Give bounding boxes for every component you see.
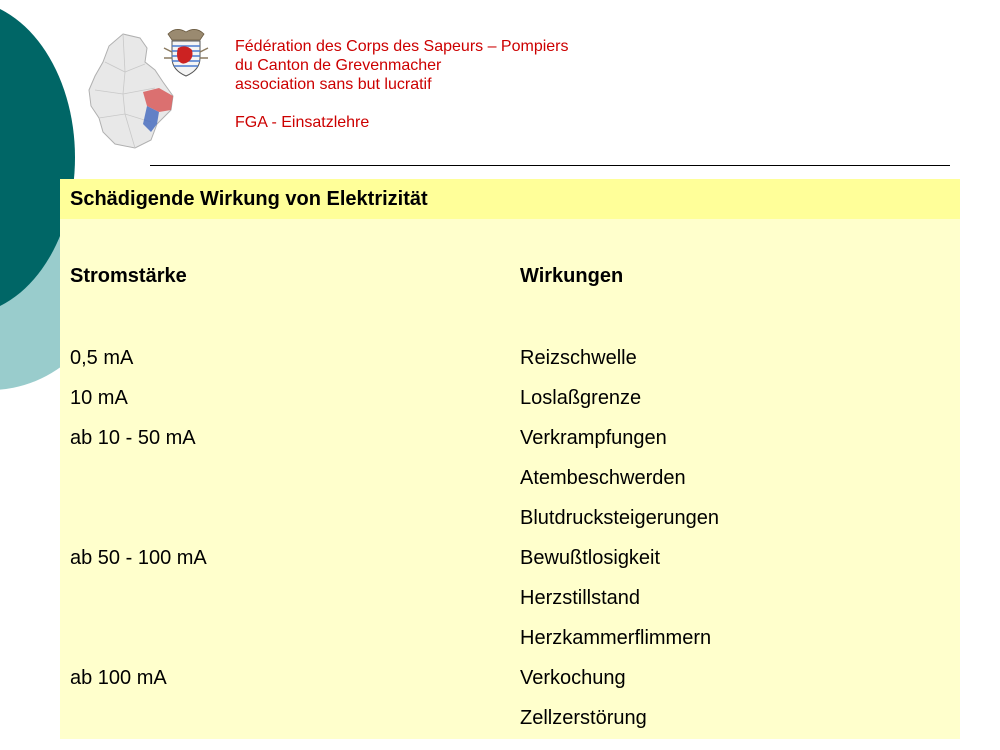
table-row	[60, 379, 960, 419]
unit-name: FGA - Einsatzlehre	[235, 114, 370, 131]
effects-table	[60, 339, 960, 739]
effect-cell: Atembeschwerden	[520, 467, 686, 489]
effect-cell: Herzkammerflimmern	[520, 627, 712, 649]
effect-cell: Reizschwelle	[520, 347, 637, 369]
table-row	[60, 659, 960, 699]
column-header-current: Stromstärke	[70, 265, 187, 287]
current-cell: 10 mA	[70, 387, 128, 409]
current-cell: ab 10 - 50 mA	[70, 427, 196, 449]
table-row	[60, 419, 960, 459]
organization-header	[235, 37, 569, 132]
effect-cell: Verkrampfungen	[520, 427, 667, 449]
column-header-effects: Wirkungen	[520, 265, 624, 287]
current-cell: 0,5 mA	[70, 347, 134, 369]
federation-crest-icon	[160, 28, 212, 78]
table-row	[60, 539, 960, 579]
org-name-line1: Fédération des Corps des Sapeurs – Pompiers	[235, 38, 569, 55]
current-cell: ab 50 - 100 mA	[70, 547, 207, 569]
slide-title: Schädigende Wirkung von Elektrizität	[60, 179, 960, 219]
table-row	[60, 579, 960, 619]
effect-cell: Blutdrucksteigerungen	[520, 507, 720, 529]
effect-cell: Zellzerstörung	[520, 707, 647, 729]
org-name-line2: du Canton de Grevenmacher	[235, 57, 442, 74]
effect-cell: Herzstillstand	[520, 587, 641, 609]
effect-cell: Loslaßgrenze	[520, 387, 642, 409]
effect-cell: Verkochung	[520, 667, 626, 689]
current-cell: ab 100 mA	[70, 667, 167, 689]
header-divider	[150, 165, 950, 166]
table-row	[60, 459, 960, 499]
table-row	[60, 619, 960, 659]
org-name-line3: association sans but lucratif	[235, 76, 432, 93]
table-row	[60, 499, 960, 539]
content-panel	[60, 179, 960, 739]
effect-cell: Bewußtlosigkeit	[520, 547, 661, 569]
table-row	[60, 339, 960, 379]
table-row	[60, 699, 960, 739]
